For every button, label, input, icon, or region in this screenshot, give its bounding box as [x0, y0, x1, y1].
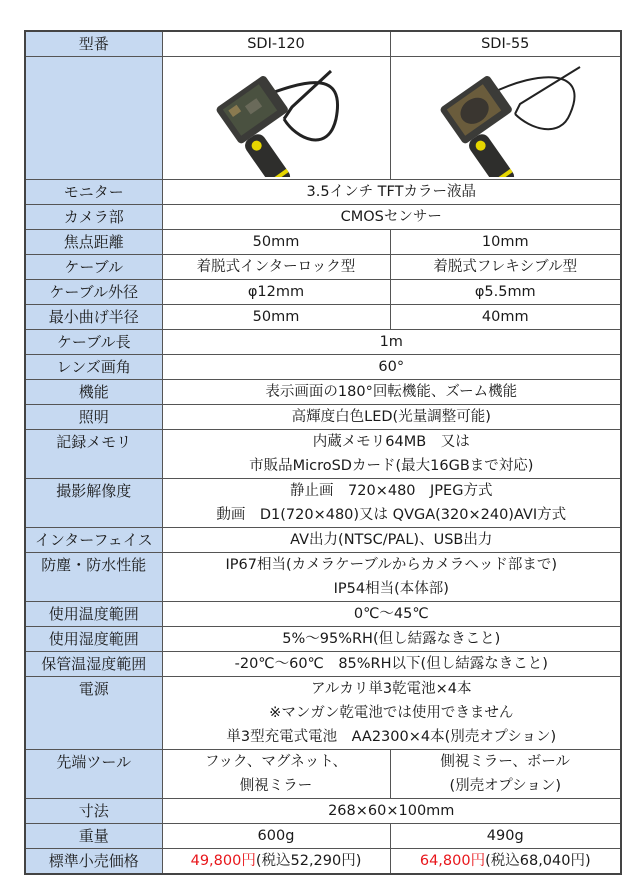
table-row-op-humidity [25, 627, 621, 652]
table-row-memory [25, 430, 621, 479]
table-row-weight [25, 824, 621, 849]
table-row-cable-od [25, 280, 621, 305]
value-op-temp: 0℃〜45℃ [162, 602, 621, 627]
value-function: 表示画面の180°回転機能、ズーム機能 [162, 380, 621, 405]
table-row-storage [25, 652, 621, 677]
table-row-model [25, 31, 621, 57]
label-memory: 記録メモリ [25, 430, 162, 479]
value-memory [162, 430, 621, 479]
price-sdi55: 64,800円 [419, 853, 486, 869]
value-cable-od-sdi55: φ5.5mm [390, 280, 621, 305]
value-cable-od-sdi120: φ12mm [162, 280, 390, 305]
product-image-sdi55 [390, 57, 621, 180]
value-camera: CMOSセンサー [162, 205, 621, 230]
table-row-power [25, 677, 621, 750]
value-tools-sdi55-line-2: (別売オプション) [449, 778, 561, 794]
table-row-monitor [25, 180, 621, 205]
label-waterproof: 防塵・防水性能 [25, 553, 162, 602]
value-focal-sdi120: 50mm [162, 230, 390, 255]
value-tools-sdi120 [162, 750, 390, 799]
inspection-camera-icon [420, 59, 590, 177]
label-light: 照明 [25, 405, 162, 430]
label-monitor: モニター [25, 180, 162, 205]
table-row-cable [25, 255, 621, 280]
inspection-camera-icon [196, 59, 356, 177]
value-price-sdi120 [162, 849, 390, 875]
value-memory-line-1: 内蔵メモリ64MB 又は [312, 434, 470, 450]
price-tax-sdi55: (税込68,040円) [485, 853, 591, 869]
value-tools-sdi120-line-2: 側視ミラー [239, 778, 313, 794]
table-row-camera [25, 205, 621, 230]
label-power: 電源 [25, 677, 162, 750]
value-power-line-2: ※マンガン乾電池では使用できません [269, 705, 514, 721]
product-image-sdi120 [162, 57, 390, 180]
value-waterproof-line-1: IP67相当(カメラケーブルからカメラヘッド部まで) [225, 557, 557, 573]
value-resolution-line-2: 動画 D1(720×480)又は QVGA(320×240)AVI方式 [216, 507, 567, 523]
model-sdi55: SDI-55 [390, 31, 621, 57]
value-weight-sdi55: 490g [390, 824, 621, 849]
table-row-cable-length [25, 330, 621, 355]
label-cable-length: ケーブル長 [25, 330, 162, 355]
value-tools-sdi120-line-1: フック、マグネット、 [205, 754, 347, 770]
table-row-bend [25, 305, 621, 330]
label-model: 型番 [25, 31, 162, 57]
value-focal-sdi55: 10mm [390, 230, 621, 255]
value-size: 268×60×100mm [162, 799, 621, 824]
value-price-sdi55 [390, 849, 621, 875]
value-waterproof-line-2: IP54相当(本体部) [333, 581, 449, 597]
model-sdi120: SDI-120 [162, 31, 390, 57]
value-tools-sdi55 [390, 750, 621, 799]
label-function: 機能 [25, 380, 162, 405]
label-image-empty [25, 57, 162, 180]
table-row-resolution [25, 479, 621, 528]
value-storage: -20℃〜60℃ 85%RH以下(但し結露なきこと) [162, 652, 621, 677]
value-resolution [162, 479, 621, 528]
label-tools: 先端ツール [25, 750, 162, 799]
label-bend: 最小曲げ半径 [25, 305, 162, 330]
table-row-tools [25, 750, 621, 799]
value-memory-line-2: 市販品MicroSDカード(最大16GBまで対応) [249, 458, 534, 474]
value-interface: AV出力(NTSC/PAL)、USB出力 [162, 528, 621, 553]
value-cable-length: 1m [162, 330, 621, 355]
label-interface: インターフェイス [25, 528, 162, 553]
label-lens: レンズ画角 [25, 355, 162, 380]
value-power-line-3: 単3型充電式電池 AA2300×4本(別売オプション) [226, 729, 557, 745]
table-row-price [25, 849, 621, 875]
value-waterproof [162, 553, 621, 602]
label-camera: カメラ部 [25, 205, 162, 230]
value-cable-sdi55: 着脱式フレキシブル型 [390, 255, 621, 280]
label-focal: 焦点距離 [25, 230, 162, 255]
value-monitor: 3.5インチ TFTカラー液晶 [162, 180, 621, 205]
value-op-humidity: 5%〜95%RH(但し結露なきこと) [162, 627, 621, 652]
table-row-size [25, 799, 621, 824]
price-tax-sdi120: (税込52,290円) [255, 853, 362, 869]
value-tools-sdi55-line-1: 側視ミラー、ボール [440, 754, 571, 770]
value-light: 高輝度白色LED(光量調整可能) [162, 405, 621, 430]
value-lens: 60° [162, 355, 621, 380]
value-resolution-line-1: 静止画 720×480 JPEG方式 [290, 483, 493, 499]
value-bend-sdi120: 50mm [162, 305, 390, 330]
table-row-light [25, 405, 621, 430]
value-bend-sdi55: 40mm [390, 305, 621, 330]
spec-table [24, 30, 622, 875]
label-op-temp: 使用温度範囲 [25, 602, 162, 627]
table-row-waterproof [25, 553, 621, 602]
label-resolution: 撮影解像度 [25, 479, 162, 528]
label-price: 標準小売価格 [25, 849, 162, 875]
value-power-line-1: アルカリ単3乾電池×4本 [310, 681, 472, 697]
table-row-lens [25, 355, 621, 380]
table-row-function [25, 380, 621, 405]
label-cable: ケーブル [25, 255, 162, 280]
value-cable-sdi120: 着脱式インターロック型 [162, 255, 390, 280]
price-sdi120: 49,800円 [190, 853, 256, 869]
value-power [162, 677, 621, 750]
table-row-focal [25, 230, 621, 255]
label-size: 寸法 [25, 799, 162, 824]
label-weight: 重量 [25, 824, 162, 849]
label-op-humidity: 使用湿度範囲 [25, 627, 162, 652]
table-row-interface [25, 528, 621, 553]
label-storage: 保管温湿度範囲 [25, 652, 162, 677]
value-weight-sdi120: 600g [162, 824, 390, 849]
table-row-images [25, 57, 621, 180]
label-cable-od: ケーブル外径 [25, 280, 162, 305]
table-row-op-temp [25, 602, 621, 627]
